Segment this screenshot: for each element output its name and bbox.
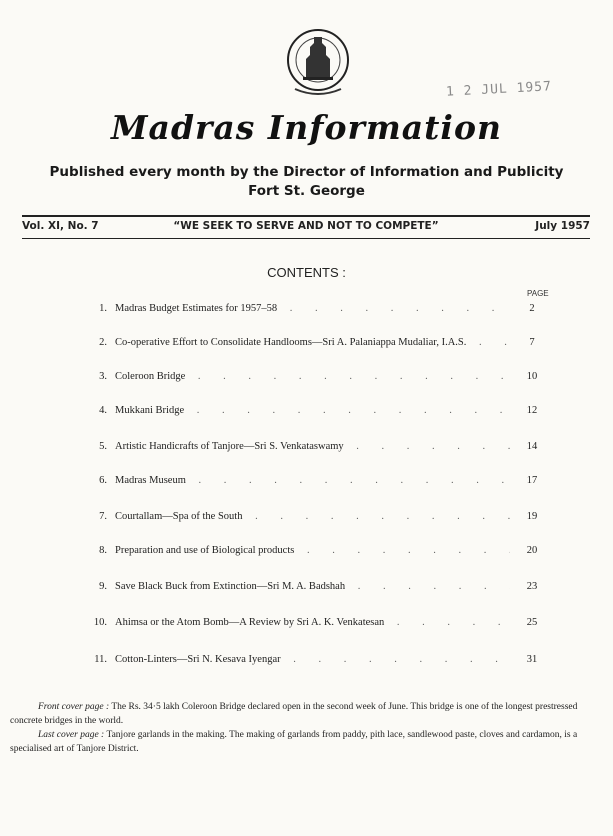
entry-title: Ahimsa or the Atom Bomb—A Review by Sri A. K. Venkatesan . . . bbox=[115, 617, 510, 628]
entry-page: 2 bbox=[529, 303, 535, 314]
entry-title: Courtallam—Spa of the South . . . bbox=[115, 511, 510, 522]
toc-entry bbox=[0, 654, 613, 674]
toc-entry bbox=[0, 405, 613, 425]
entry-number: 3. bbox=[99, 371, 107, 382]
cover-captions bbox=[10, 700, 595, 756]
entry-number: 6. bbox=[99, 475, 107, 486]
bottom-rule bbox=[22, 238, 590, 239]
volume-number: Vol. XI, No. 7 bbox=[22, 220, 99, 232]
toc-entry bbox=[0, 371, 613, 391]
publisher-block bbox=[0, 163, 613, 201]
entry-page: 10 bbox=[526, 371, 538, 382]
contents-heading: CONTENTS : bbox=[267, 265, 346, 280]
entry-title: Save Black Buck from Extinction—Sri M. A. Badshah . . . bbox=[115, 581, 510, 592]
front-cover-text: The Rs. 34·5 lakh Coleroon Bridge declared open in the second week of June. This bridge is one of the longest prestressed concrete bridges in the world. bbox=[10, 702, 578, 726]
page-column-header: PAGE bbox=[527, 289, 549, 298]
tamil-nadu-emblem bbox=[283, 27, 353, 99]
toc-entry bbox=[0, 545, 613, 565]
entry-number: 4. bbox=[99, 405, 107, 416]
front-cover-label: Front cover page : bbox=[38, 702, 110, 712]
entry-page: 7 bbox=[529, 337, 535, 348]
toc-entry bbox=[0, 337, 613, 357]
entry-title: Coleroon Bridge . . . bbox=[115, 371, 510, 382]
publisher-line: Published every month by the Director of Information and Publicity bbox=[49, 164, 564, 180]
toc-entry bbox=[0, 511, 613, 531]
entry-title: Cotton-Linters—Sri N. Kesava Iyengar . . . bbox=[115, 654, 510, 665]
entry-number: 10. bbox=[93, 617, 107, 628]
entry-title: Artistic Handicrafts of Tanjore—Sri S. Venkataswamy . . . bbox=[115, 441, 510, 452]
last-cover-label: Last cover page : bbox=[38, 730, 105, 740]
entry-page: 19 bbox=[526, 511, 538, 522]
entry-page: 20 bbox=[526, 545, 538, 556]
issue-line bbox=[22, 220, 590, 236]
entry-number: 5. bbox=[99, 441, 107, 452]
last-cover-text: Tanjore garlands in the making. The making of garlands from paddy, pith lace, sandlewood paste, cloves and cardamon, is a specialised art of Tanjore District. bbox=[10, 730, 578, 754]
toc-entry bbox=[0, 475, 613, 495]
entry-number: 2. bbox=[99, 337, 107, 348]
entry-title: Preparation and use of Biological products . . . bbox=[115, 545, 510, 556]
publisher-location: Fort St. George bbox=[248, 183, 365, 199]
entry-title: Madras Budget Estimates for 1957–58 . . . bbox=[115, 303, 510, 314]
issue-date: July 1957 bbox=[535, 220, 590, 232]
entry-number: 11. bbox=[94, 654, 107, 665]
entry-page: 17 bbox=[526, 475, 538, 486]
entry-number: 1. bbox=[99, 303, 107, 314]
entry-title: Madras Museum . . . bbox=[115, 475, 510, 486]
entry-number: 8. bbox=[99, 545, 107, 556]
toc-entry bbox=[0, 581, 613, 601]
last-cover-caption bbox=[10, 728, 595, 756]
entry-title: Mukkani Bridge . . . bbox=[115, 405, 510, 416]
entry-page: 14 bbox=[526, 441, 538, 452]
toc-entry bbox=[0, 303, 613, 323]
masthead-title: Madras Information bbox=[111, 108, 502, 147]
received-date-stamp: 1 2 JUL 1957 bbox=[445, 79, 553, 100]
entry-page: 12 bbox=[526, 405, 538, 416]
toc-entry bbox=[0, 617, 613, 637]
entry-page: 25 bbox=[526, 617, 538, 628]
toc-entry bbox=[0, 441, 613, 461]
entry-title: Co-operative Effort to Consolidate Handlooms—Sri A. Palaniappa Mudaliar, I.A.S. . . . bbox=[115, 337, 510, 348]
entry-number: 7. bbox=[99, 511, 107, 522]
entry-page: 23 bbox=[526, 581, 538, 592]
top-rule bbox=[22, 215, 590, 217]
entry-page: 31 bbox=[526, 654, 538, 665]
entry-number: 9. bbox=[99, 581, 107, 592]
motto: “WE SEEK TO SERVE AND NOT TO COMPETE” bbox=[173, 220, 439, 232]
front-cover-caption bbox=[10, 700, 595, 728]
